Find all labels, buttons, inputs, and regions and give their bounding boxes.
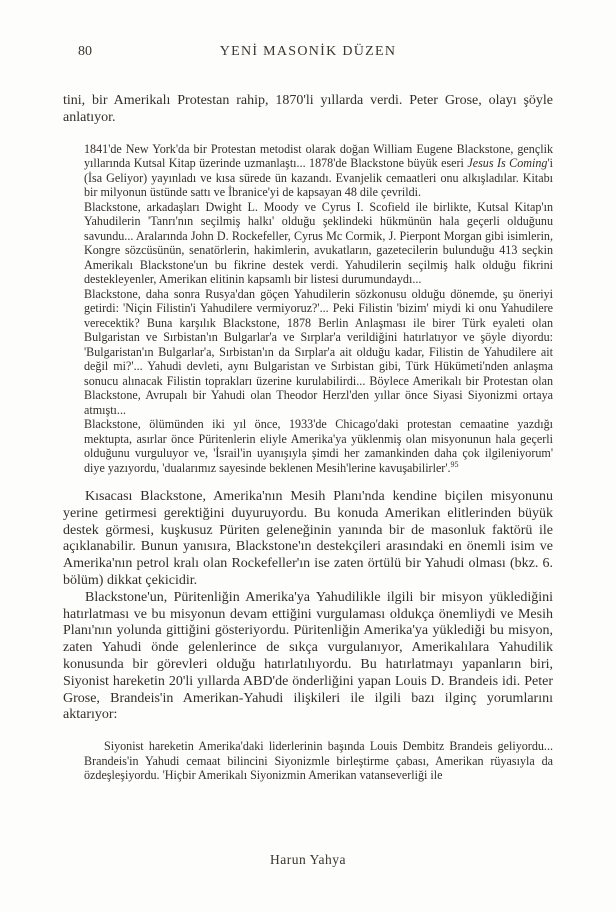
page-footer (0, 852, 616, 868)
text-segment: 'i (İsa Geliyor) yayınladı ve kısa sürede ün kazandı. Evanjelik cemaatleri onu alkışladılar. Kitabı bir milyonun üstünde sattı ve İbranice'yi de kapsayan 48 dile çevrildi. (84, 156, 554, 200)
italic-book-title: Jesus Is Coming (467, 156, 548, 171)
footer-author-name: Harun Yahya (270, 852, 346, 867)
text-segment: Blackstone, arkadaşları Dwight L. Moody ve Cyrus I. Scofield ile birlikte, Kutsal Kitap'ın Yahudilerin 'Tanrı'nın seçilmiş halkı' olduğu şeklindeki hükmünün hala geçerli olduğunu savundu... Aralarında John D. Rockefeller, Cyrus Mc Cormik, J. Pierpont Morgan gibi isimlerin, Kongre sözcüsünün, senatörlerin, hakimlerin, avukatların, gazetecilerin bulunduğu 413 seçkin Amerikalı Blackstone'un bu fikrine destek verdi. Yahudilerin seçilmiş halk olduğu fikrini destekleyenler, Amerikan elitinin kapsamlı bir listesi durumundaydı... (84, 199, 553, 287)
body-paragraph (63, 93, 553, 127)
text-segment: 1841'de New York'da bir Protestan metodist olarak doğan William Eugene Blackstone, gençlik yıllarında Kutsal Kitap üzerinde uzmanlaştı... 1878'de Blackstone büyük eseri (84, 141, 553, 171)
body-paragraph (63, 489, 553, 590)
page-number: 80 (78, 44, 92, 59)
page-header (0, 0, 616, 62)
text-segment: Siyonist hareketin Amerika'daki liderlerinin başında Louis Dembitz Brandeis geliyordu... Brandeis'in Yahudi cemaat bilincini Siyonizmle birleştirme çabası, Amerikan rüyasıyla da özdeşleşiyordu. 'Hiçbir Amerikalı Siyonizmin Amerikan vatanseverliği ile (84, 739, 553, 783)
text-segment: Kısacası Blackstone, Amerika'nın Mesih Planı'nda kendine biçilen misyonunu yerine getirmesi gerektiğini duyuruyordu. Bu konuda Amerikan elitlerinden büyük destek görmesi, kuşkusuz Püriten geleneğinin yanında bir de masonluk faktörü ile açıklanabilir. Bunun yanısıra, Blackstone'ın destekçileri arasındaki en önemli isim ve Amerika'nın petrol kralı olan Rockefeller'ın ise zaten örtülü bir Yahudi olması (bkz. 6. bölüm) dikkat çekicidir. (63, 489, 553, 589)
footnote-reference: 95 (450, 459, 459, 469)
quote-paragraph (84, 417, 553, 475)
quote-paragraph (84, 142, 553, 200)
quote-paragraph (84, 200, 553, 287)
body-paragraph (63, 590, 553, 724)
text-segment: Blackstone'un, Püritenliğin Amerika'ya Yahudilikle ilgili bir misyon yüklediğini hatırlatması ve bu misyonun devam ettiğini vurgulaması oldukça önemliydi ve Mesih Planı'nın yolunda gittiğini gösteriyordu. Püritenliğin Amerika'ya yüklediği bu misyon, zaten Yahudi önde gelenlerince de sıkça vurgulanıyor, Amerikalılara Yahudilik konusunda bir görevleri olduğu hatırlatılıyordu. Bu hatırlatmayı yapanların biri, Siyonist hareketin 20'li yıllarda ABD'de önderliğini yapan Louis D. Brandeis idi. Peter Grose, Brandeis'in Amerikan-Yahudi ilişkileri ile ilgili bazı ilginç yorumlarını aktarıyor: (63, 589, 553, 723)
text-segment: tini, bir Amerikalı Protestan rahip, 1870'li yıllarda verdi. Peter Grose, olayı şöyle anlatıyor. (63, 93, 553, 125)
running-header-title: YENİ MASONİK DÜZEN (219, 44, 397, 59)
text-segment: Blackstone, ölümünden iki yıl önce, 1933'de Chicago'daki protestan cemaatine yazdığı mektupta, asırlar önce Püritenlerin eliyle Amerika'ya yüklenmiş olan misyonunun hala geçerli olduğunu vurguluyor ve, 'İsrail'in uyanışıyla şimdi her zamankinden daha çok ilgileniyorum' diye yazıyordu, 'dualarımız sayesinde beklenen Mesih'lerine kavuşabilirler'. (84, 417, 553, 475)
page-content (0, 62, 616, 783)
text-segment: Blackstone, daha sonra Rusya'dan göçen Yahudilerin sözkonusu olduğu dönemde, şu öneriyi getirdi: 'Niçin Filistin'i Yahudilere vermiyoruz?'... Peki Filistin 'bizim' miydi ki onu Yahudilere verecektik? Buna karşılık Blackstone, 1878 Berlin Anlaşması ile birer Türk eyaleti olan Bulgaristan ve Sırbistan'ın Bulgarlar'a ve Sırplar'a verildiğini hatırlatıyor ve şöyle diyordu: 'Bulgaristan'ın Bulgarlar'a, Sırbistan'ın da Sırplar'a ait olduğu kadar, Filistin de Yahudilere ait değil mi?'... Yahudi devleti, aynı Bulgaristan ve Sırbistan gibi, Türk Hükümeti'nden anlaşma sonucu alınacak Filistin toprakları üzerine kurulabilirdi... Böylece Amerikalı bir Protestan olan Blackstone, Avrupalı bir Yahudi olan Theodor Herzl'den yıllar önce Siyasi Siyonizmi ortaya atmıştı... (84, 286, 553, 417)
quote-paragraph (84, 287, 553, 418)
quote-paragraph (84, 739, 553, 783)
